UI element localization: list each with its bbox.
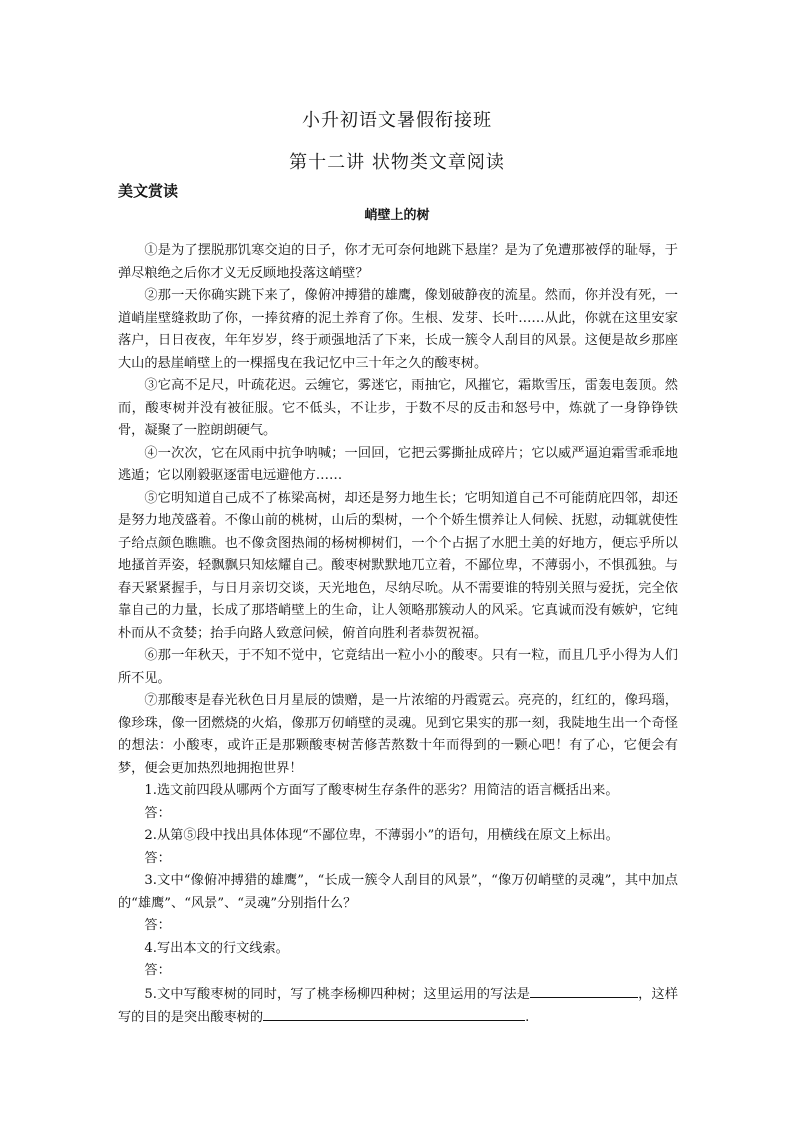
article-body [118,240,678,1030]
question-5-end: . [525,1010,530,1025]
question-5-text-2: ，这样写的目的是突出酸枣树的 [118,986,678,1025]
answer-label-4: 答： [144,963,171,978]
answer-label-3: 答： [144,918,171,933]
question-1: 1.选文前四段从哪两个方面写了酸枣树生存条件的恶劣？用简洁的语言概括出来。 [144,783,619,798]
answer-label-1: 答： [144,805,171,821]
question-5-text-1: 5.文中写酸枣树的同时，写了桃李杨柳四种树；这里运用的写法是 [144,986,531,1002]
answer-blank-1[interactable] [530,983,638,998]
paragraph-1: ①是为了摆脱那饥寒交迫的日子，你才无可奈何地跳下悬崖？是为了免遭那被俘的耻辱，于弹尽粮绝之后你才义无反顾地投落这峭壁？ [118,243,678,281]
paragraph-3: ③它高不足尺，叶疏花迟。云缠它，雾迷它，雨抽它，风摧它，霜欺雪压，雷轰电轰顶。然而，酸枣树并没有被征服。它不低头，不让步，于数不尽的反击和怒号中，炼就了一身铮铮铁骨，凝聚了一腔朗朗硬气。 [118,378,678,438]
answer-label-2: 答： [144,850,171,866]
page-title: 小升初语文暑假衔接班 [302,110,492,131]
question-3: 3.文中“像俯冲搏猎的雄鹰”，“长成一簇令人刮目的风景”，“像万仞峭壁的灵魂”，其中加点的“雄鹰”、“风景”、“灵魂”分别指什么？ [118,873,678,911]
section-label: 美文赏读 [118,182,179,200]
paragraph-5: ⑤它明知道自己成不了栋梁高树，却还是努力地生长；它明知道自己不可能荫庇四邻，却还是努力地茂盛着。不像山前的桃树，山后的梨树，一个个娇生惯养让人伺候、抚慰，动辄就使性子给点颜色瞧瞧。也不像贪图热闹的杨树柳树们，一个个占据了水肥土美的好地方，便忘乎所以地搔首弄姿，轻飘飘只知炫耀自己。酸枣树默默地兀立着，不鄙位卑，不薄弱小，不惧孤独。与春天紧紧握手，与日月亲切交谈，天光地色，尽纳尽吮。从不需要谁的特别关照与爱抚，完全依靠自己的力量，长成了那塔峭壁上的生命，让人领略那簇动人的风采。它真诚而没有嫉妒，它纯朴而从不贪婪；抬手向路人致意问候，俯首向胜利者恭贺祝福。 [118,490,678,641]
paragraph-4: ④一次次，它在风雨中抗争呐喊；一回回，它把云雾撕扯成碎片；它以威严逼迫霜雪乖乖地逃遁；它以刚毅驱逐雷电远避他方…… [118,445,678,483]
article-title: 峭壁上的树 [364,208,430,223]
lecture-title: 第十二讲 状物类文章阅读 [289,152,505,173]
paragraph-7: ⑦那酸枣是春光秋色日月星辰的馈赠，是一片浓缩的丹霞霓云。亮亮的，红红的，像玛瑙，像珍珠，像一团燃烧的火焰，像那万仞峭壁的灵魂。见到它果实的那一刻，我陡地生出一个奇怪的想法：小酸枣，或许正是那颗酸枣树苦修苦熬数十年而得到的一颗心吧！有了心，它便会有梦，便会更加热烈地拥抱世界！ [118,693,678,776]
paragraph-2: ②那一天你确实跳下来了，像俯冲搏猎的雄鹰，像划破静夜的流星。然而，你并没有死，一道峭崖壁缝救助了你，一捧贫瘠的泥土养育了你。生根、发芽、长叶……从此，你就在这里安家落户，日日夜夜，年年岁岁，终于顽强地活了下来，长成一簇令人刮目的风景。这便是故乡那座大山的悬崖峭壁上的一棵摇曳在我记忆中三十年之久的酸枣树。 [118,288,678,371]
question-2: 2.从第⑤段中找出具体体现“不鄙位卑，不薄弱小”的语句，用横线在原文上标出。 [144,828,619,843]
question-5 [118,983,678,1030]
paragraph-6: ⑥那一年秋天，于不知不觉中，它竟结出一粒小小的酸枣。只有一粒，而且几乎小得为人们所不见。 [118,648,678,686]
question-4: 4.写出本文的行文线索。 [144,940,289,956]
answer-blank-2[interactable] [263,1006,525,1021]
